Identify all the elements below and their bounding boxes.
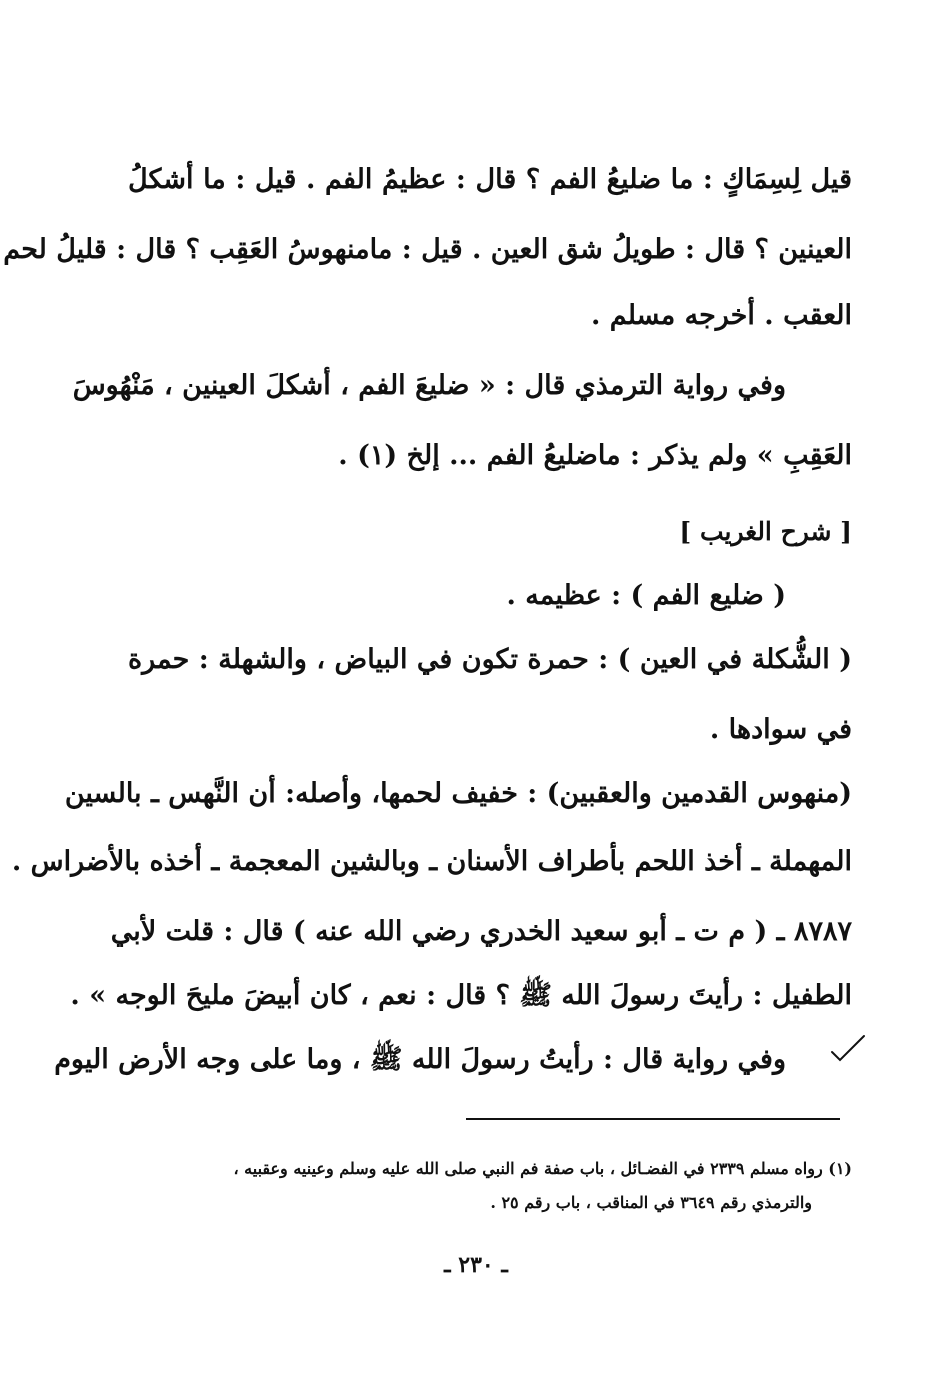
text-line-11: المهملة ـ أخذ اللحم بأطراف الأسنان ـ وبالشين المعجمة ـ أخذه بالأضراس . bbox=[11, 846, 852, 877]
footnote-line-1: (١) رواه مسلم ٢٣٣٩ في الفضـائل ، باب صفة فم النبي صلى الله عليه وسلم وعينيه وعقبيه ، bbox=[233, 1159, 852, 1178]
text-line-4: وفي رواية الترمذي قال : « ضليعَ الفم ، أشكلَ العينين ، مَنْهُوسَ bbox=[72, 370, 786, 401]
footnote-divider bbox=[466, 1118, 840, 1120]
text-line-2: العينين ؟ قال : طويلُ شق العين . قيل : مامنهوسُ العَقِب ؟ قال : قليلُ لحم bbox=[3, 234, 852, 265]
text-line-9: في سوادها . bbox=[709, 714, 852, 745]
section-heading: [ شرح الغريب ] bbox=[679, 517, 852, 546]
hadith-line-2: الطفيل : رأيتَ رسولَ الله ﷺ ؟ قال : نعم ، كان أبيضَ مليحَ الوجه » . bbox=[70, 980, 852, 1011]
text-line-7: ( ضليع الفم ) : عظيمه . bbox=[506, 580, 786, 611]
text-line-3: العقب . أخرجه مسلم . bbox=[590, 300, 852, 331]
footnote-line-2: والترمذي رقم ٣٦٤٩ في المناقب ، باب رقم ٢٥ . bbox=[490, 1193, 812, 1212]
text-line-1: قيل لِسِمَاكٍ : ما ضليعُ الفم ؟ قال : عظيمُ الفم . قيل : ما أشكلُ bbox=[128, 164, 852, 195]
text-line-5: العَقِبِ » ولم يذكر : ماضليعُ الفم ... إلخ (١) . bbox=[338, 440, 852, 471]
hadith-line-3: وفي رواية قال : رأيتُ رسولَ الله ﷺ ، وما على وجه الأرض اليوم bbox=[54, 1044, 786, 1075]
text-line-8: ( الشُّكلة في العين ) : حمرة تكون في البياض ، والشهلة : حمرة bbox=[128, 644, 852, 675]
text-line-10: (منهوس القدمين والعقبين) : خفيف لحمها، وأصله: أن النَّهس ـ بالسين bbox=[64, 778, 852, 809]
checkmark-icon bbox=[828, 1030, 868, 1070]
page-number: ـ ٢٣٠ ـ bbox=[444, 1252, 508, 1278]
hadith-line-1: ٨٧٨٧ ـ ( م ت ـ أبو سعيد الخدري رضي الله عنه ) قال : قلت لأبي bbox=[110, 916, 852, 947]
